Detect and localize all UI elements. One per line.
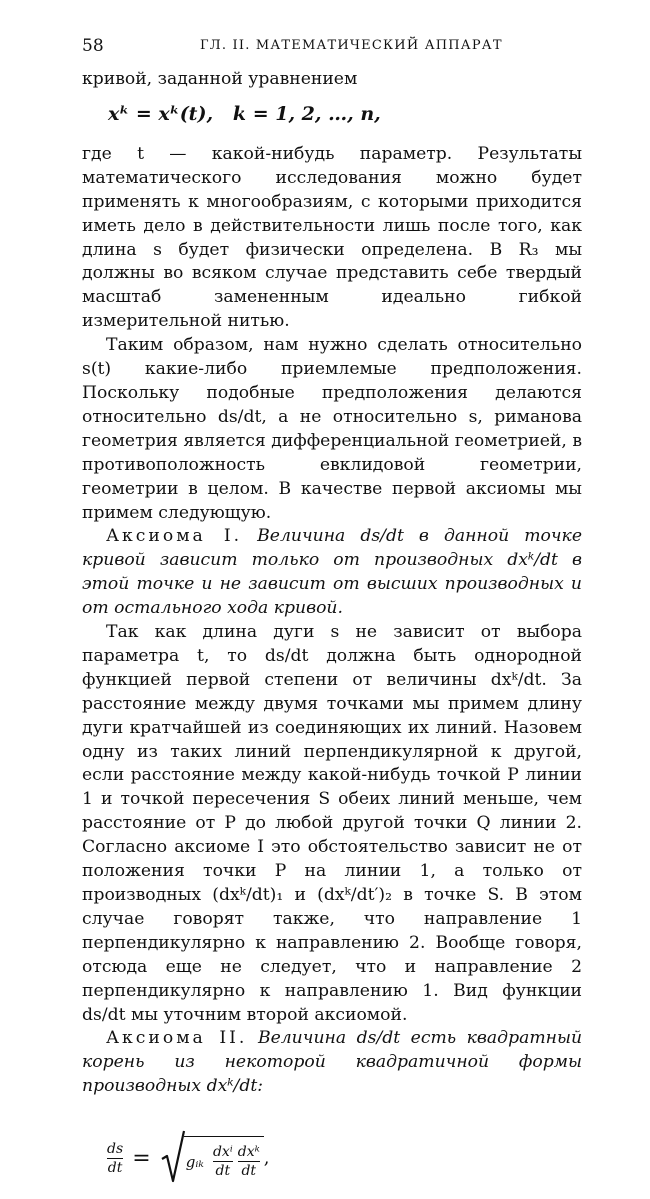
paragraph-perpendicular: Так как длина дуги s не зависит от выбора параметра t, то ds/dt должна быть однородной функцией первой степени от величины dxᵏ/dt. За расстояние между двумя точками мы примем длину дуги кратчайшей из соединяющих их линий. Назовем одну из таких линий перпендикулярной к другой, если расстояние между какой-нибудь точкой P линии 1 и точкой пересечения S обеих линий меньше, чем расстояние от P до любой другой точки Q линии 2. Согласно аксиоме I это обстоятельство зависит не от положения точки P на линии 1, а только от производных (dxᵏ/dt)₁ и (dxᵏ/dt′)₂ в точке S. В этом случае говорят также, что направление 1 перпендикулярно к направлению 2. Вообще говоря, отсюда еще не следует, что и направление 2 перпендикулярно к направлению 1. Вид функции ds/dt мы уточним второй аксиомой. xyxy=(82,622,582,1025)
metric-coefficient: gᵢₖ xyxy=(185,1152,204,1171)
paragraph-intro: кривой, заданной уравнением xyxy=(82,69,358,89)
square-root-sign xyxy=(160,1129,186,1187)
equals-sign: = xyxy=(132,1145,151,1171)
curve-equation: xᵏ = xᵏ(t), k = 1, 2, …, n, xyxy=(108,102,381,125)
dt-denominator-2: dt xyxy=(238,1161,260,1180)
axiom-two xyxy=(82,1027,582,1099)
axiom-one-text: Величина ds/dt в данной точке кривой зависит только от производных dxᵏ/dt в этой точке и не зависит от высших производных и от остального хода кривой. xyxy=(82,526,582,619)
radicand xyxy=(184,1136,264,1180)
ds-dt-fraction xyxy=(107,1140,123,1177)
ds-numerator: ds xyxy=(107,1140,124,1157)
dxk-dt-fraction xyxy=(238,1143,260,1180)
dxi-dt-fraction xyxy=(213,1143,233,1180)
metric-formula xyxy=(107,1129,582,1199)
formula-comma: , xyxy=(263,1147,270,1169)
dt-denominator-1: dt xyxy=(213,1161,233,1180)
paragraph-parameter: где t — какой-нибудь параметр. Результаты математического исследования можно будет применять к многообразиям, с которыми приходится иметь дело в действительности лишь после того, как длина s будет физически определена. В R₃ мы должны во всяком случае представить себе твердый масштаб замененным идеально гибкой измерительной нитью. xyxy=(82,143,582,332)
running-title: ГЛ. II. МАТЕМАТИЧЕСКИЙ АППАРАТ xyxy=(200,38,503,53)
dxi-numerator: dxⁱ xyxy=(212,1144,233,1161)
page-header xyxy=(82,36,582,58)
axiom-one-label: Аксиома I. xyxy=(106,526,243,547)
axiom-one xyxy=(82,525,582,621)
page-body xyxy=(82,68,582,1199)
axiom-two-label: Аксиома II. xyxy=(106,1028,248,1049)
axiom-two-text: Величина ds/dt есть квадратный корень из некоторой квадратичной формы производных dxᵏ/dt: xyxy=(82,1028,583,1097)
paragraph-assumptions: Таким образом, нам нужно сделать относительно s(t) какие-либо приемлемые предположения. Поскольку подобные предположения делаются относительно ds/dt, а не относительно s, риманова геометрия является дифференциальной геометрией, в противоположность евклидовой геометрии, геометрии в целом. В качестве первой аксиомы мы примем следующую. xyxy=(82,335,582,523)
dxk-numerator: dxᵏ xyxy=(237,1144,260,1161)
dt-denominator: dt xyxy=(107,1159,123,1176)
page-number: 58 xyxy=(82,36,104,56)
